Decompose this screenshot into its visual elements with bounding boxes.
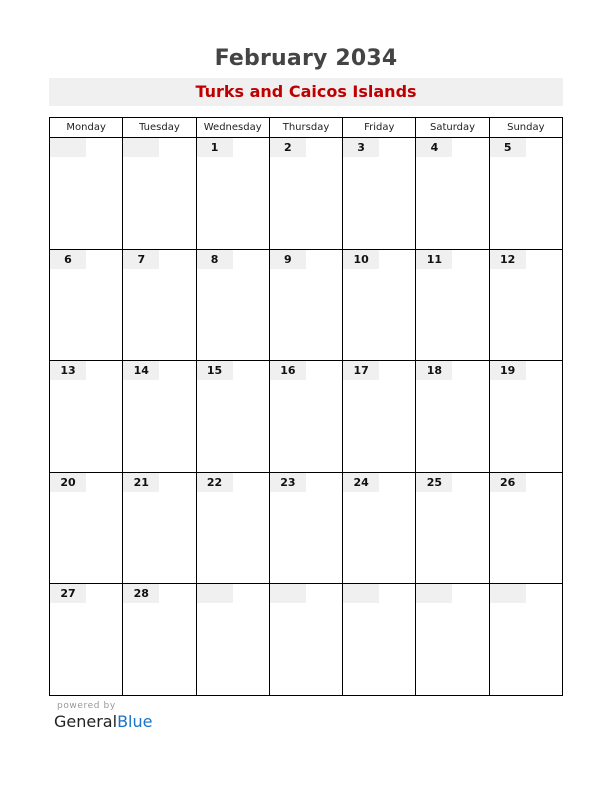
day-cell bbox=[489, 249, 562, 361]
day-cell bbox=[196, 472, 269, 584]
weekday-friday: Friday bbox=[343, 118, 416, 138]
day-cell bbox=[489, 138, 562, 250]
day-number: 10 bbox=[343, 250, 379, 269]
day-cell bbox=[123, 361, 196, 473]
day-number: 15 bbox=[197, 361, 233, 380]
day-cell bbox=[196, 138, 269, 250]
day-number: 6 bbox=[50, 250, 86, 269]
day-number: 4 bbox=[416, 138, 452, 157]
week-row-4 bbox=[50, 472, 563, 584]
day-cell bbox=[269, 361, 342, 473]
day-cell bbox=[50, 249, 123, 361]
day-number: 19 bbox=[490, 361, 526, 380]
week-row-1 bbox=[50, 138, 563, 250]
day-cell bbox=[196, 361, 269, 473]
day-cell bbox=[269, 584, 342, 696]
day-number: 28 bbox=[123, 584, 159, 603]
day-number: 24 bbox=[343, 473, 379, 492]
day-cell bbox=[489, 472, 562, 584]
day-cell bbox=[123, 584, 196, 696]
day-number bbox=[50, 138, 86, 157]
weekday-monday: Monday bbox=[50, 118, 123, 138]
day-number: 27 bbox=[50, 584, 86, 603]
day-cell bbox=[489, 361, 562, 473]
day-cell bbox=[343, 249, 416, 361]
day-number: 14 bbox=[123, 361, 159, 380]
week-row-2 bbox=[50, 249, 563, 361]
country-name: Turks and Caicos Islands bbox=[49, 78, 563, 106]
day-cell bbox=[196, 584, 269, 696]
day-cell bbox=[343, 138, 416, 250]
day-number: 22 bbox=[197, 473, 233, 492]
day-cell bbox=[416, 584, 489, 696]
day-cell bbox=[196, 249, 269, 361]
weekday-saturday: Saturday bbox=[416, 118, 489, 138]
day-cell bbox=[343, 361, 416, 473]
day-number: 26 bbox=[490, 473, 526, 492]
day-number: 9 bbox=[270, 250, 306, 269]
day-cell bbox=[50, 584, 123, 696]
week-row-3 bbox=[50, 361, 563, 473]
day-cell bbox=[50, 472, 123, 584]
day-cell bbox=[343, 584, 416, 696]
day-cell bbox=[269, 138, 342, 250]
day-number bbox=[490, 584, 526, 603]
day-number: 20 bbox=[50, 473, 86, 492]
day-number bbox=[270, 584, 306, 603]
calendar-title: February 2034 bbox=[214, 46, 398, 71]
day-number: 1 bbox=[197, 138, 233, 157]
generalblue-logo[interactable] bbox=[54, 712, 152, 731]
weekday-thursday: Thursday bbox=[269, 118, 342, 138]
day-number: 3 bbox=[343, 138, 379, 157]
day-number: 13 bbox=[50, 361, 86, 380]
day-number: 11 bbox=[416, 250, 452, 269]
logo-text-general: General bbox=[54, 712, 118, 731]
weekday-sunday: Sunday bbox=[489, 118, 562, 138]
day-number bbox=[416, 584, 452, 603]
day-cell bbox=[50, 138, 123, 250]
day-cell bbox=[489, 584, 562, 696]
day-number: 17 bbox=[343, 361, 379, 380]
weekday-header-row bbox=[50, 118, 563, 138]
day-cell bbox=[416, 472, 489, 584]
day-number: 12 bbox=[490, 250, 526, 269]
day-number: 2 bbox=[270, 138, 306, 157]
day-cell bbox=[50, 361, 123, 473]
day-number bbox=[123, 138, 159, 157]
week-row-5 bbox=[50, 584, 563, 696]
day-number: 8 bbox=[197, 250, 233, 269]
day-cell bbox=[123, 249, 196, 361]
day-number: 5 bbox=[490, 138, 526, 157]
day-number bbox=[197, 584, 233, 603]
day-cell bbox=[269, 249, 342, 361]
powered-by-text: powered by bbox=[57, 701, 116, 711]
day-number: 16 bbox=[270, 361, 306, 380]
weekday-tuesday: Tuesday bbox=[123, 118, 196, 138]
day-cell bbox=[416, 361, 489, 473]
day-cell bbox=[416, 249, 489, 361]
day-number: 21 bbox=[123, 473, 159, 492]
logo-text-blue: Blue bbox=[117, 712, 153, 731]
day-cell bbox=[343, 472, 416, 584]
month-calendar bbox=[49, 117, 563, 696]
day-number bbox=[343, 584, 379, 603]
day-cell bbox=[123, 472, 196, 584]
day-cell bbox=[416, 138, 489, 250]
day-number: 18 bbox=[416, 361, 452, 380]
day-number: 23 bbox=[270, 473, 306, 492]
day-cell bbox=[123, 138, 196, 250]
weekday-wednesday: Wednesday bbox=[196, 118, 269, 138]
day-number: 25 bbox=[416, 473, 452, 492]
day-number: 7 bbox=[123, 250, 159, 269]
day-cell bbox=[269, 472, 342, 584]
